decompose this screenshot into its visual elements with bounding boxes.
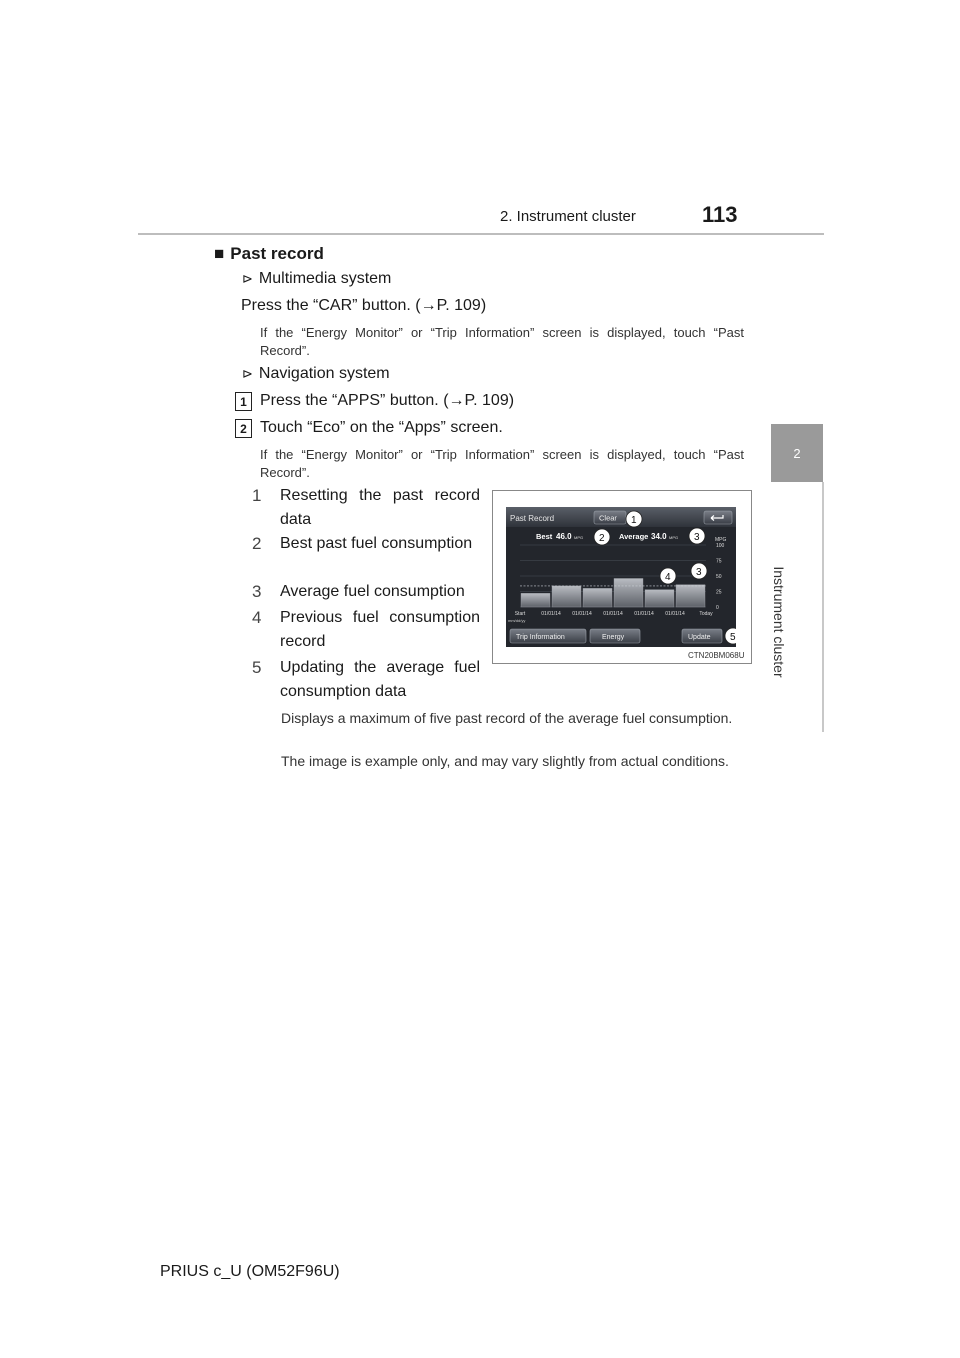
triangle-bullet-icon: ⊳	[242, 366, 253, 381]
trip-information-label: Trip Information	[516, 634, 565, 641]
update-label: Update	[688, 634, 711, 641]
y-tick-label: 50	[716, 574, 722, 580]
average-value: 34.0	[651, 532, 667, 541]
section-title: 2. Instrument cluster	[500, 208, 636, 225]
step-2-marker: 2	[235, 419, 252, 438]
best-value: 46.0	[556, 532, 572, 541]
image-caption: CTN20BM068U	[688, 651, 745, 660]
callout-text-1: Resetting the past record data	[280, 487, 480, 528]
energy-label: Energy	[602, 634, 625, 641]
triangle-bullet-icon: ⊳	[242, 271, 253, 286]
chapter-side-line	[822, 482, 824, 732]
chapter-tab	[771, 424, 823, 482]
note-example-image: The image is example only, and may vary slightly from actual conditions.	[281, 753, 729, 769]
chart-x-labels	[515, 611, 713, 617]
callout-text-5: Updating the average fuel consumption data	[280, 659, 480, 700]
chapter-number: 2	[793, 445, 801, 461]
clear-button-label: Clear	[599, 513, 617, 523]
x-tick-label: 01/01/14	[665, 611, 685, 617]
multimedia-instruction: Press the “CAR” button. (→P. 109)	[241, 297, 487, 314]
screen-title: Past Record	[510, 514, 555, 523]
navigation-note: If the “Energy Monitor” or “Trip Information” screen is displayed, touch “Past Record”.	[260, 447, 744, 480]
bar	[645, 590, 674, 607]
x-tick-label: 01/01/14	[541, 611, 561, 617]
bar	[614, 578, 643, 607]
x-tick-label: 01/01/14	[603, 611, 623, 617]
best-unit: MPG	[574, 535, 584, 540]
step-2-text: Touch “Eco” on the “Apps” screen.	[260, 419, 503, 436]
best-label: Best	[536, 532, 553, 541]
callout-text-3: Average fuel consumption	[280, 583, 465, 600]
marker-3b-label: 3	[696, 567, 702, 578]
section-heading: ■ Past record	[214, 244, 324, 263]
marker-5-label: 5	[730, 632, 736, 643]
past-record-screen	[506, 507, 736, 647]
y-tick-label: 75	[716, 558, 722, 565]
marker-2-label: 2	[599, 533, 605, 544]
bar	[521, 593, 550, 607]
bar	[552, 586, 581, 607]
marker-4-label: 4	[665, 572, 671, 583]
y-tick-label: 100	[716, 543, 725, 549]
callout-num-2: 2	[252, 534, 262, 553]
marker-3-label: 3	[694, 532, 700, 543]
bar	[676, 585, 705, 607]
chapter-label: Instrument cluster	[771, 566, 787, 678]
page-number: 113	[702, 202, 738, 227]
x-tick-label: 01/01/14	[572, 611, 592, 617]
callout-num-4: 4	[252, 608, 262, 627]
step-1-marker: 1	[235, 392, 252, 411]
marker-1-label: 1	[631, 515, 637, 526]
multimedia-note: If the “Energy Monitor” or “Trip Information” screen is displayed, touch “Past Record”.	[260, 325, 744, 358]
x-tick-label: Start	[514, 611, 526, 617]
y-tick-label: 0	[716, 605, 719, 611]
callout-text-2: Best past fuel consumption	[280, 535, 473, 552]
header-divider	[138, 233, 824, 235]
bar	[583, 588, 612, 607]
callout-text-4: Previous fuel consumption record	[280, 609, 480, 650]
x-tick-label: 01/01/14	[634, 611, 654, 617]
average-label: Average	[619, 532, 649, 541]
footer-model: PRIUS c_U (OM52F96U)	[160, 1263, 340, 1280]
y-axis-unit: MPG	[715, 537, 727, 543]
average-unit: MPG	[669, 535, 679, 540]
heading-bullet-icon: ■	[214, 244, 225, 263]
date-format-label: mm/dd/yy	[508, 618, 526, 623]
note-max-records: Displays a maximum of five past record of the average fuel consumption.	[281, 710, 733, 726]
navigation-title: ⊳ Navigation system	[242, 365, 390, 382]
step-1-text: Press the “APPS” button. (→P. 109)	[260, 392, 515, 409]
callout-num-3: 3	[252, 582, 262, 601]
y-tick-label: 25	[716, 589, 722, 596]
x-tick-label: Today	[699, 611, 713, 617]
callout-num-5: 5	[252, 658, 262, 677]
multimedia-title: ⊳ Multimedia system	[242, 270, 392, 287]
callout-num-1: 1	[252, 486, 262, 505]
